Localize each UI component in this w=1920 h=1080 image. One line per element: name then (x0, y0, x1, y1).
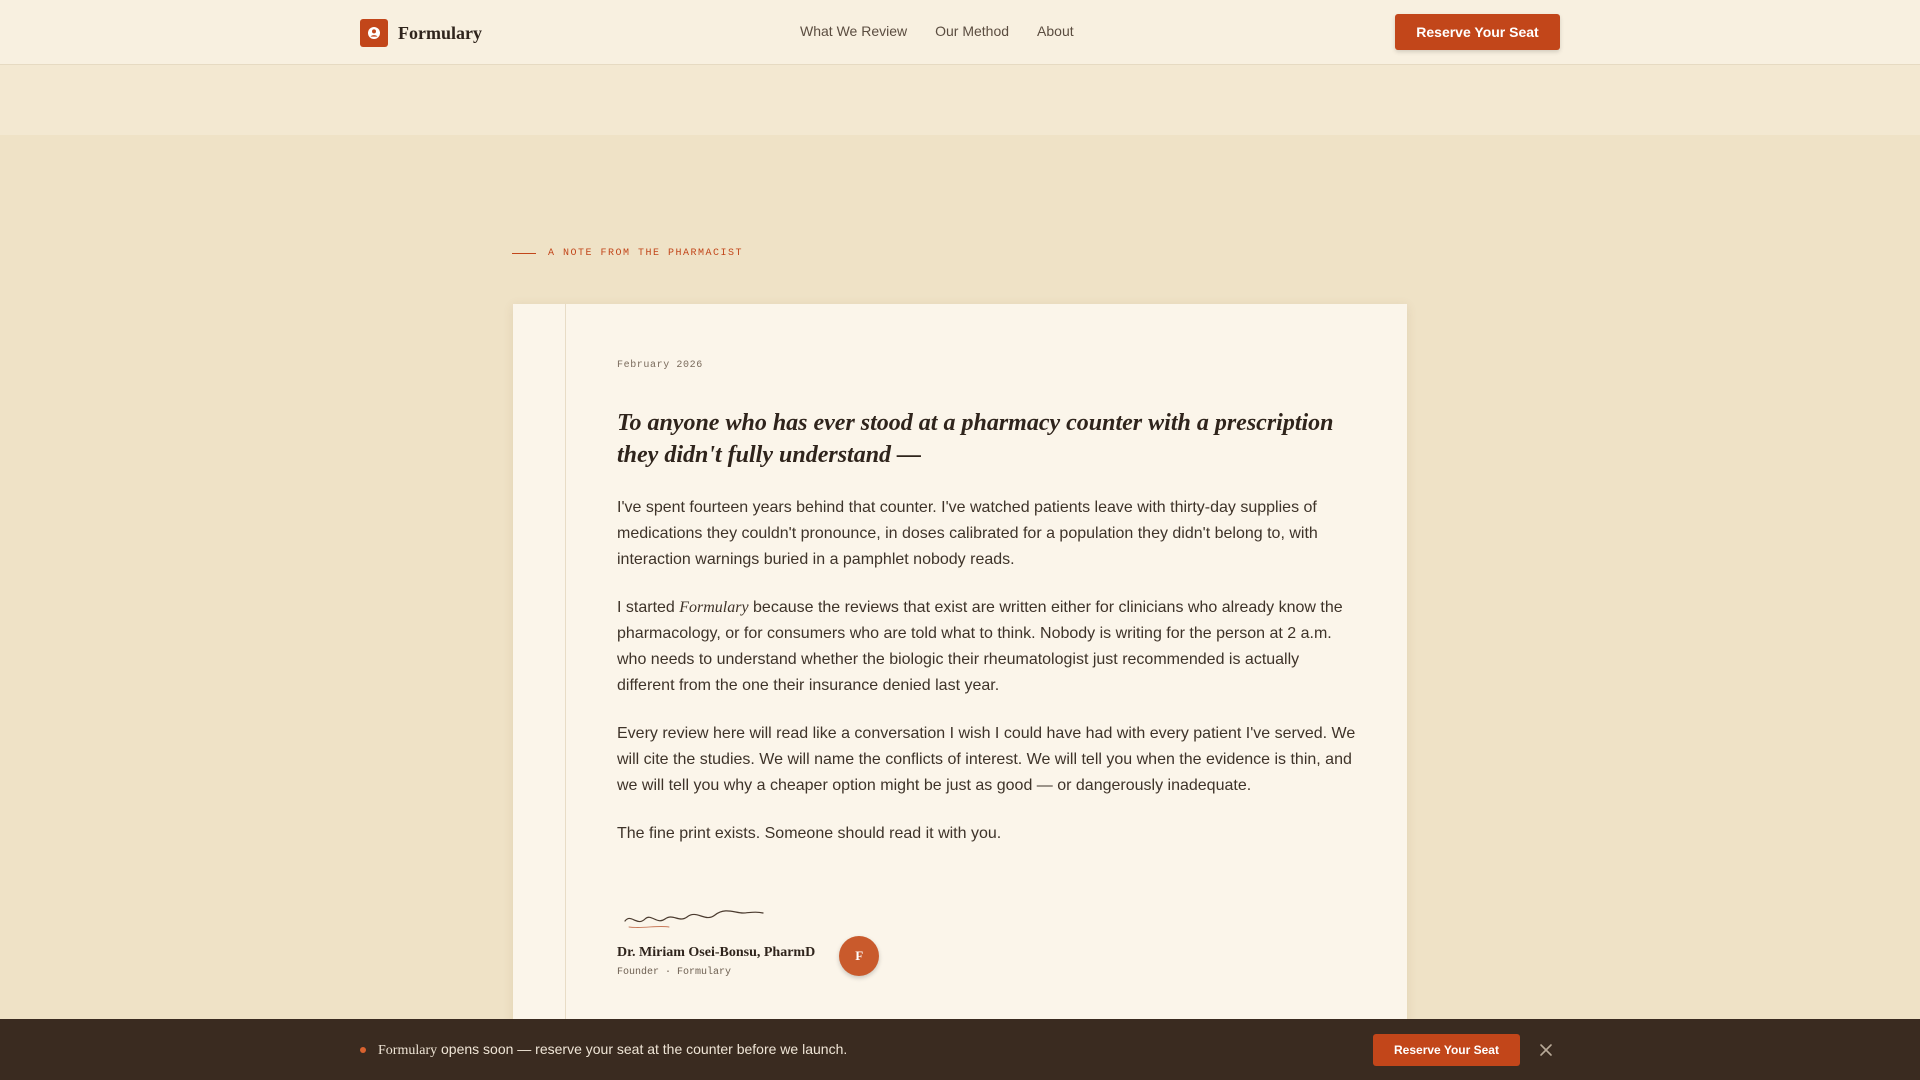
reserve-seat-button[interactable]: Reserve Your Seat (1395, 14, 1560, 50)
main-nav (800, 23, 1074, 39)
wax-seal-icon: F (839, 936, 879, 976)
banner-message (378, 1041, 847, 1059)
status-dot-icon (360, 1047, 366, 1053)
close-icon[interactable] (1537, 1041, 1555, 1059)
letter-salutation: To anyone who has ever stood at a pharmacy counter with a prescription they didn't fully understand — (617, 410, 1334, 468)
eyebrow-text: A NOTE FROM THE PHARMACIST (548, 248, 744, 259)
letter-date: February 2026 (617, 360, 703, 371)
letter-body (617, 360, 1357, 978)
margin-rule (565, 304, 566, 1080)
paragraph-3: Every review here will read like a conversation I wish I could have had with every patient I've served. We will cite the studies. We will name the conflicts of interest. We will tell you when the evidence is thin, and we will tell you why a cheaper option might be just as good — or dangerously inadequate. (617, 725, 1356, 794)
banner-reserve-seat-button[interactable]: Reserve Your Seat (1373, 1034, 1520, 1066)
letter-card (513, 304, 1407, 1080)
nav-our-method[interactable]: Our Method (935, 23, 1010, 39)
nav-what-we-review[interactable]: What We Review (800, 23, 908, 39)
paragraph-1: I've spent fourteen years behind that counter. I've watched patients leave with thirty-day supplies of medications they couldn't pronounce, in doses calibrated for a population they didn't belong to, with interaction warnings buried in a pamphlet nobody reads. (617, 499, 1318, 568)
site-header (0, 0, 1920, 65)
signoff (617, 899, 1357, 978)
signer-name: Dr. Miriam Osei-Bonsu, PharmD (617, 945, 816, 960)
banner-text: opens soon — reserve your seat at the counter before we launch. (437, 1041, 848, 1057)
brand-name: Formulary (398, 22, 482, 43)
paragraph-2 (617, 595, 1357, 699)
banner-brand: Formulary (378, 1043, 438, 1058)
eyebrow-rule (512, 253, 536, 254)
nav-about[interactable]: About (1037, 23, 1074, 39)
paragraph-2-start: I started (617, 599, 680, 616)
signature-block (617, 899, 815, 978)
brand-logo[interactable] (360, 19, 482, 47)
section-eyebrow (512, 248, 743, 259)
launch-banner (0, 1019, 1920, 1080)
header-band (0, 65, 1920, 135)
signer-role: Founder · Formulary (617, 967, 732, 978)
paragraph-2-rest: because the reviews that exist are written either for clinicians who already know the pharmacology, or for consumers who are told what to think. Nobody is writing for the person at 2 a.m. who needs to understand whether the biologic their rheumatologist just recommended is actually different from the one their insurance denied last year. (617, 599, 1343, 694)
person-badge-icon (360, 19, 388, 47)
paragraph-4: The fine print exists. Someone should read it with you. (617, 825, 1002, 842)
letter-paragraphs (617, 495, 1357, 847)
handwritten-signature (617, 899, 767, 935)
brand-mention: Formulary (679, 599, 749, 616)
